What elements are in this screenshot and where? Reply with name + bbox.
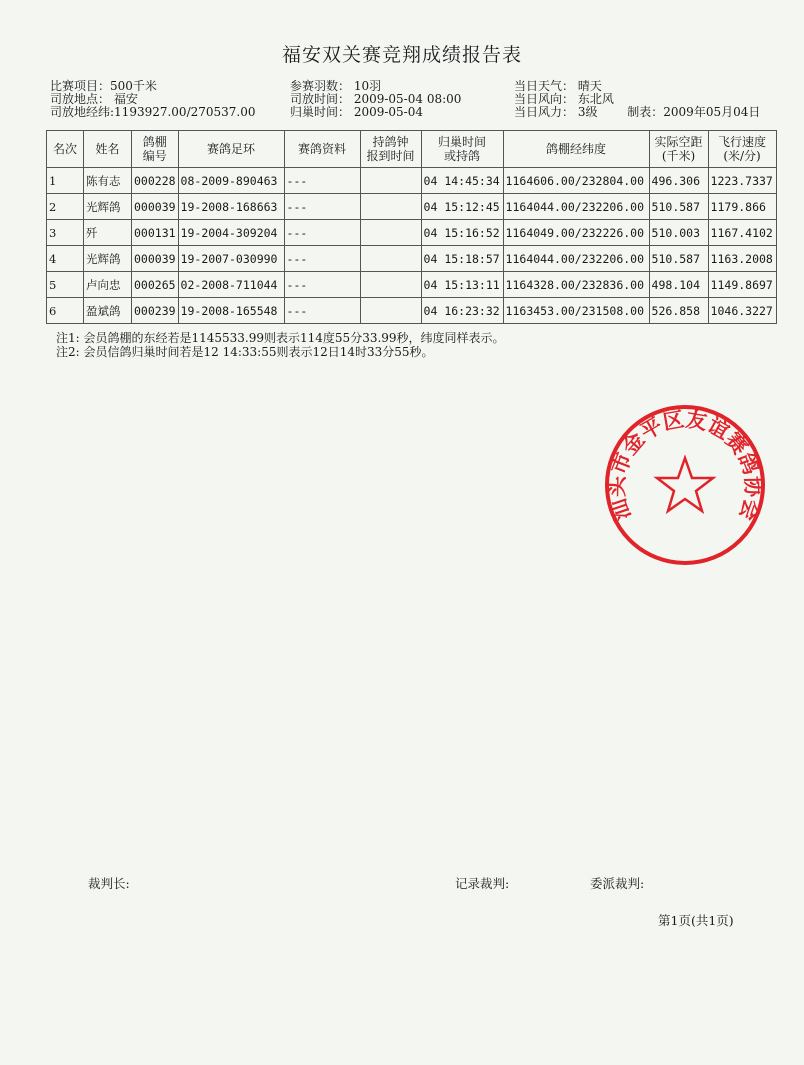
table-cell: --- (284, 194, 360, 220)
table-cell: 19-2008-165548 (178, 298, 284, 324)
table-row (47, 246, 777, 272)
table-cell: 19-2008-168663 (178, 194, 284, 220)
table-cell: 04 16:23:32 (421, 298, 503, 324)
table-cell: 526.858 (649, 298, 708, 324)
table-cell: --- (284, 246, 360, 272)
table-cell: 000228 (132, 168, 179, 194)
table-cell: 04 15:12:45 (421, 194, 503, 220)
table-cell: 2 (47, 194, 84, 220)
info-weather: 当日天气： 晴天 (514, 79, 602, 93)
table-cell: 4 (47, 246, 84, 272)
chief-judge-label: 裁判长: (88, 876, 130, 891)
table-cell: 1163453.00/231508.00 (503, 298, 649, 324)
race-info-middle (290, 80, 461, 119)
table-cell: 000239 (132, 298, 179, 324)
header-cell: 归巢时间 或持鸽 (421, 131, 503, 168)
table-cell: 3 (47, 220, 84, 246)
table-cell: --- (284, 298, 360, 324)
table-cell: 盈斌鸽 (84, 298, 132, 324)
table-cell: 1164049.00/232226.00 (503, 220, 649, 246)
info-wind-force-value: 当日风力： 3级 (514, 105, 598, 119)
table-cell: 6 (47, 298, 84, 324)
table-cell: 1164044.00/232206.00 (503, 194, 649, 220)
info-entry-count: 参赛羽数： 10羽 (290, 79, 382, 93)
table-body (47, 168, 777, 324)
notes-section (56, 331, 505, 359)
header-cell: 实际空距 (千米) (649, 131, 708, 168)
note-1: 注1: 会员鸽棚的东经若是1145533.99则表示114度55分33.99秒，纬度同样表示。 (56, 331, 505, 345)
table-cell: 510.003 (649, 220, 708, 246)
table-row (47, 220, 777, 246)
table-cell: 04 14:45:34 (421, 168, 503, 194)
table-row (47, 168, 777, 194)
table-cell: 5 (47, 272, 84, 298)
table-cell: 498.104 (649, 272, 708, 298)
table-cell: 卢向忠 (84, 272, 132, 298)
table-cell (360, 220, 421, 246)
race-info-right (514, 80, 760, 119)
table-cell: 000131 (132, 220, 179, 246)
table-cell: --- (284, 168, 360, 194)
table-cell: 496.306 (649, 168, 708, 194)
document-title: 福安双关赛竞翔成绩报告表 (281, 44, 522, 66)
results-table (46, 130, 777, 324)
header-cell: 鸽棚经纬度 (503, 131, 649, 168)
table-cell: 04 15:13:11 (421, 272, 503, 298)
header-cell: 姓名 (84, 131, 132, 168)
table-cell: 陈有志 (84, 168, 132, 194)
table-row (47, 272, 777, 298)
info-return-time: 归巢时间： 2009-05-04 (290, 105, 424, 119)
header-cell: 持鸽钟 报到时间 (360, 131, 421, 168)
info-race-item: 比赛项目：500千米 (50, 79, 157, 93)
table-cell: 1179.866 (708, 194, 776, 220)
table-cell: 02-2008-711044 (178, 272, 284, 298)
header-cell: 赛鸽足环 (178, 131, 284, 168)
info-made-date: 制表：2009年05月04日 (627, 105, 761, 119)
table-cell: 1167.4102 (708, 220, 776, 246)
table-cell: 000039 (132, 194, 179, 220)
table-cell: 1223.7337 (708, 168, 776, 194)
table-cell (360, 168, 421, 194)
delegate-judge-label: 委派裁判: (590, 876, 645, 891)
table-cell: 1164044.00/232206.00 (503, 246, 649, 272)
stamp-text: 汕头市金平区友谊赛鸽协会 (603, 406, 767, 524)
table-cell: 000265 (132, 272, 179, 298)
table-row (47, 298, 777, 324)
table-cell (360, 272, 421, 298)
header-cell: 赛鸽资料 (284, 131, 360, 168)
note-2: 注2: 会员信鸽归巢时间若是12 14:33:55则表示12日14时33分55秒。 (56, 345, 434, 359)
table-cell: 歼 (84, 220, 132, 246)
table-row (47, 194, 777, 220)
table-cell: 1149.8697 (708, 272, 776, 298)
table-cell: 1 (47, 168, 84, 194)
table-cell: --- (284, 220, 360, 246)
table-cell: 08-2009-890463 (178, 168, 284, 194)
table-cell: 1164328.00/232836.00 (503, 272, 649, 298)
info-release-time: 司放时间： 2009-05-04 08:00 (290, 92, 462, 106)
info-release-place: 司放地点： 福安 (50, 92, 138, 106)
table-cell: 1046.3227 (708, 298, 776, 324)
table-header-row (47, 131, 777, 168)
table-cell (360, 298, 421, 324)
table-cell: --- (284, 272, 360, 298)
table-cell: 510.587 (649, 246, 708, 272)
table-cell (360, 194, 421, 220)
header-cell: 鸽棚 编号 (132, 131, 179, 168)
association-stamp (600, 400, 770, 570)
table-cell: 19-2004-309204 (178, 220, 284, 246)
table-cell: 1163.2008 (708, 246, 776, 272)
table-cell: 光辉鸽 (84, 246, 132, 272)
race-info-left (50, 80, 256, 119)
star-icon (657, 458, 713, 511)
header-cell: 名次 (47, 131, 84, 168)
table-cell: 1164606.00/232804.00 (503, 168, 649, 194)
table-cell: 光辉鸽 (84, 194, 132, 220)
table-cell: 000039 (132, 246, 179, 272)
info-wind-direction: 当日风向： 东北风 (514, 92, 614, 106)
info-wind-force (514, 106, 760, 119)
table-cell: 04 15:18:57 (421, 246, 503, 272)
table-cell: 19-2007-030990 (178, 246, 284, 272)
page-number: 第1页(共1页) (658, 913, 734, 928)
table-cell (360, 246, 421, 272)
header-cell: 飞行速度 (米/分) (708, 131, 776, 168)
info-release-coords: 司放地经纬:1193927.00/270537.00 (50, 105, 256, 119)
recorder-judge-label: 记录裁判: (455, 876, 510, 891)
table-cell: 04 15:16:52 (421, 220, 503, 246)
table-cell: 510.587 (649, 194, 708, 220)
